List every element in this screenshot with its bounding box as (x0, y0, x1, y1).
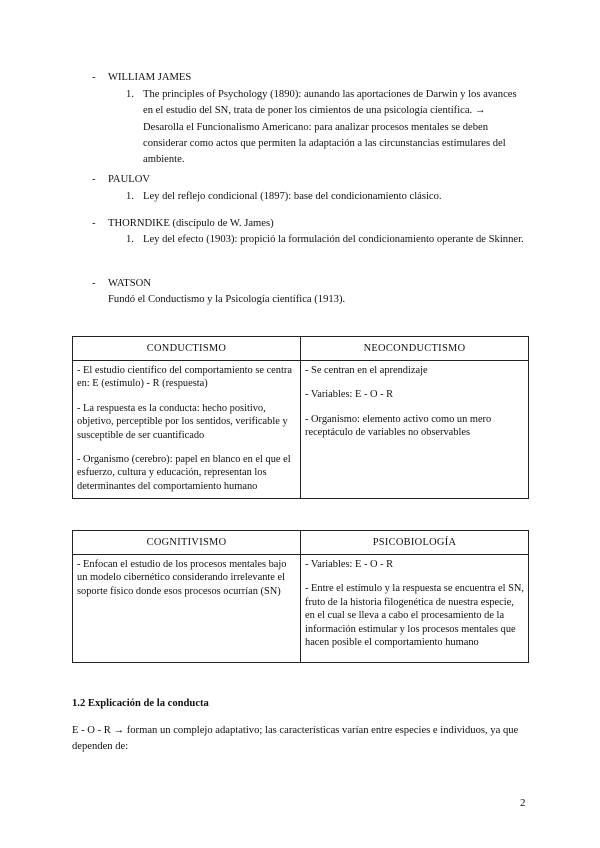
bullet-dash: - (92, 174, 96, 185)
cell-paragraph: - Variables: E - O - R (305, 559, 394, 570)
table-cell (73, 361, 301, 499)
table-cell (73, 555, 301, 663)
list-item-text: Ley del reflejo condicional (1897): base del condicionamiento clásico. (143, 191, 442, 202)
author-name-thorndike: THORNDIKE (discípulo de W. James) (108, 218, 274, 229)
bullet-dash: - (92, 72, 96, 83)
bullet-dash: - (92, 278, 96, 289)
table-header: COGNITIVISMO (73, 531, 301, 555)
cell-paragraph: - Entre el estímulo y la respuesta se encuentra el SN, fruto de la historia filogenética de nuestra especie, en el cual se lleva a cabo el procesamiento de la información estimular y los procesos mentales que hacen posible el comportamiento humano (305, 583, 524, 649)
list-item-text: Ley del efecto (1903): propició la formulación del condicionamiento operante de Skinner. (143, 234, 524, 245)
author-name-watson: WATSON (108, 278, 151, 289)
bullet-dash: - (92, 218, 96, 229)
cell-paragraph: - Enfocan el estudio de los procesos mentales bajo un modelo cibernético considerando irrelevante el soporte físico donde esos procesos ocurrían (SN) (77, 559, 287, 597)
cell-paragraph: - Organismo: elemento activo como un mero receptáculo de variables no observables (305, 413, 492, 439)
cell-paragraph: - Organismo (cerebro): papel en blanco en el que el esfuerzo, cultura y educación, representan los determinantes del comportamiento humano (77, 454, 291, 492)
comparison-table-1 (72, 336, 529, 499)
list-number: 1. (126, 89, 134, 100)
section-paragraph: E - O - R → forman un complejo adaptativo; las características varían entre especies e individuos, ya que dependen de: (72, 725, 519, 753)
cell-paragraph: - El estudio científico del comportamiento se centra en: E (estímulo) - R (respuesta) (77, 365, 292, 390)
watson-note: Fundó el Conductismo y la Psicología científica (1913). (108, 294, 346, 305)
table-header: NEOCONDUCTISMO (301, 337, 529, 361)
page-number: 2 (520, 797, 526, 809)
author-name-paulov: PAULOV (108, 174, 150, 185)
table-header: PSICOBIOLOGÍA (301, 531, 529, 555)
author-name-william-james: WILLIAM JAMES (108, 72, 192, 83)
table-header: CONDUCTISMO (73, 337, 301, 361)
table-cell (301, 555, 529, 663)
table-cell (301, 361, 529, 499)
cell-paragraph: - La respuesta es la conducta: hecho positivo, objetivo, perceptible por los sentidos, verificable y susceptible de ser cuantificado (77, 402, 288, 441)
cell-paragraph: - Variables: E - O - R (305, 389, 394, 401)
section-heading: 1.2 Explicación de la conducta (72, 698, 209, 709)
list-number: 1. (126, 191, 134, 202)
list-item-text: The principles of Psychology (1890): aunando las aportaciones de Darwin y los avances en el estudio del SN, trata de poner los cimientos de una psicología científica. → Desarolla el Funcionalismo Americano: para analizar procesos mentales se deben considerar como actos que permiten la adaptación a las circunstancias estimulares del ambiente. (143, 89, 517, 166)
comparison-table-2 (72, 530, 529, 663)
cell-paragraph: - Se centran en el aprendizaje (305, 365, 428, 376)
list-number: 1. (126, 234, 134, 245)
